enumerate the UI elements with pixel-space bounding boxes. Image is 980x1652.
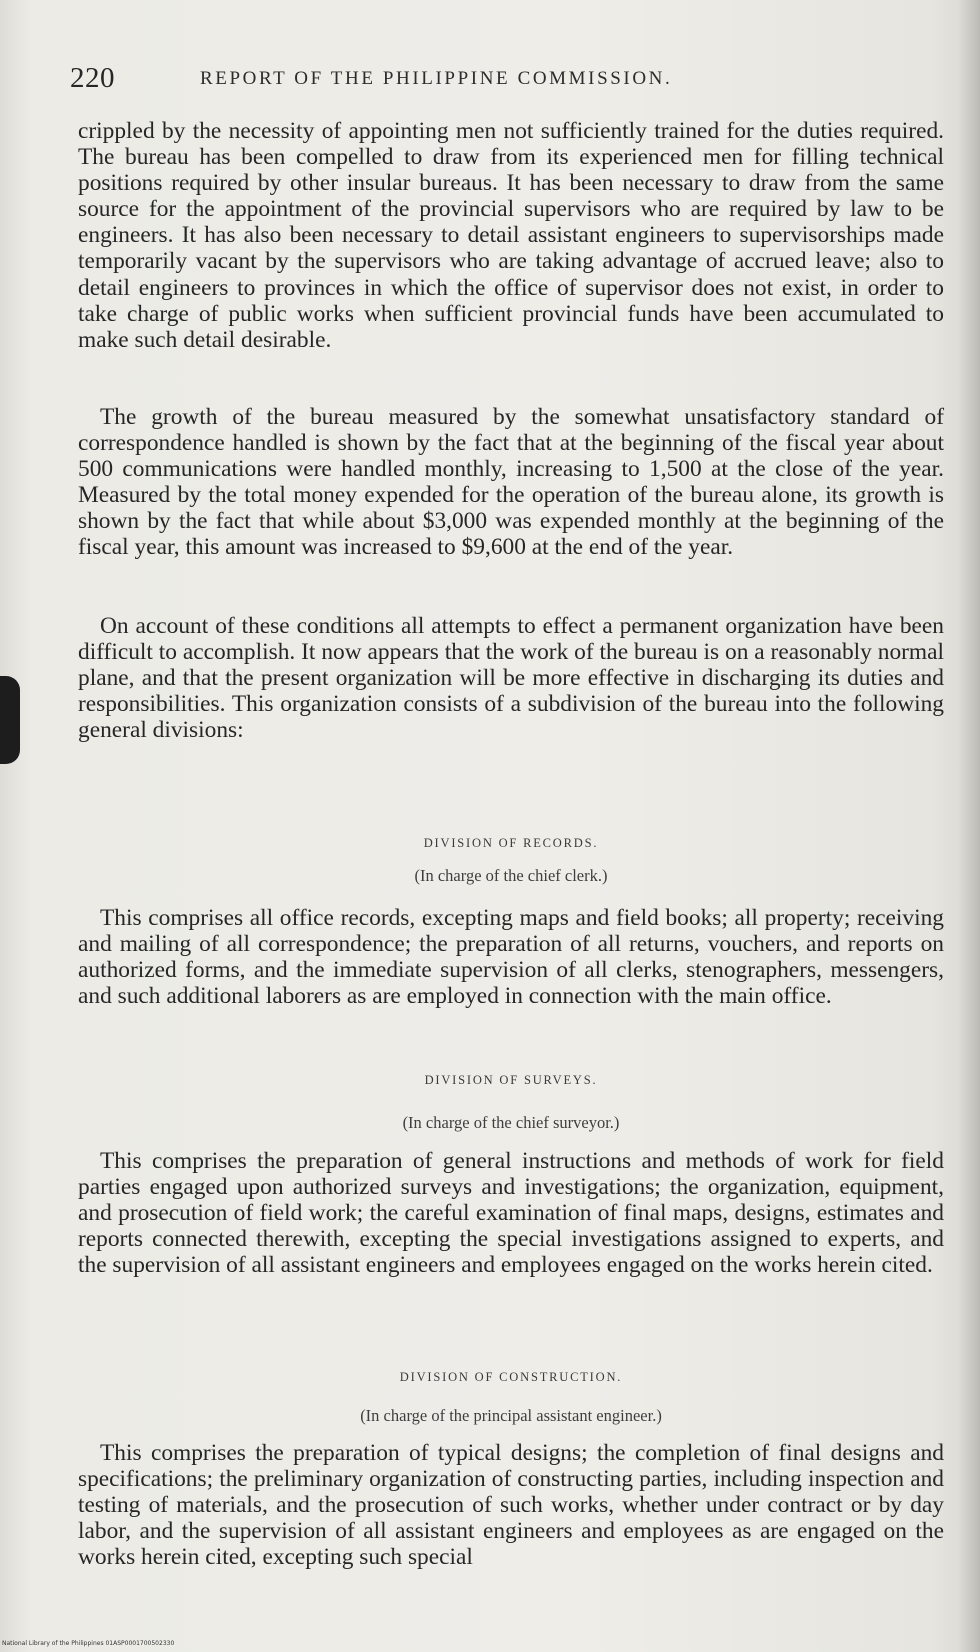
running-title: REPORT OF THE PHILIPPINE COMMISSION. xyxy=(200,68,673,89)
division-surveys-charge: (In charge of the chief surveyor.) xyxy=(402,1113,620,1132)
paragraph-growth: The growth of the bureau measured by the somewhat unsatisfactory standard of correspondence handled is shown by the fact that at the beginning of the fiscal year about 500 communications were handled monthly, increasing to 1,500 at the close of the year. Measured by the total money expended for the operation of the bureau alone, its growth is shown by the fact that while about $3,000 was expended monthly at the beginning of the fiscal year, this amount was increased to $9,600 at the end of the year. xyxy=(78,404,944,561)
page-number: 220 xyxy=(70,62,115,94)
division-construction-charge: (In charge of the principal assistant engineer.) xyxy=(360,1406,662,1425)
division-records-charge: (In charge of the chief clerk.) xyxy=(414,866,608,885)
library-footer-stamp: National Library of the Philippines 01ASP0001700502330 xyxy=(2,1640,175,1647)
division-records-title: DIVISION OF RECORDS. xyxy=(423,836,599,850)
page-edge-shadow xyxy=(958,0,980,1652)
division-construction-title: DIVISION OF CONSTRUCTION. xyxy=(399,1370,623,1384)
paragraph-organization: On account of these conditions all attempts to effect a permanent organization have been difficult to accomplish. It now appears that the work of the bureau is on a reasonably normal plane, and that the present organization will be more effective in discharging its duties and responsibilities. This organization consists of a subdivision of the bureau into the following general divisions: xyxy=(78,613,944,744)
margin-ink-blot xyxy=(0,676,20,764)
division-surveys-text: This comprises the preparation of general instructions and methods of work for field parties engaged upon authorized surveys and investigations; the organization, equipment, and prosecution of field work; the careful examination of final maps, designs, estimates and reports connected therewith, excepting the special investigations assigned to experts, and the supervision of all assistant engineers and employees engaged on the works herein cited. xyxy=(78,1148,944,1279)
division-surveys-title: DIVISION OF SURVEYS. xyxy=(424,1073,598,1087)
division-construction-text: This comprises the preparation of typical designs; the completion of final designs and specifications; the preliminary organization of constructing parties, including inspection and testing of materials, and the prosecution of such works, whether under contract or by day labor, and the supervision of all assistant engineers and employees as are engaged on the works herein cited, excepting such special xyxy=(78,1440,944,1571)
paragraph-continuation: crippled by the necessity of appointing men not sufficiently trained for the duties required. The bureau has been compelled to draw from its experienced men for filling technical positions required by other insular bureaus. It has been necessary to draw from the same source for the appointment of the provincial supervisors who are required by law to be engineers. It has also been necessary to detail assistant engineers to supervisorships made temporarily vacant by the supervisors who are taking advantage of accrued leave; also to detail engineers to provinces in which the office of supervisor does not exist, in order to take charge of public works when sufficient provincial funds have been accumulated to make such detail desirable. xyxy=(78,118,944,353)
division-records-text: This comprises all office records, excepting maps and field books; all property; receiving and mailing of all correspondence; the preparation of all returns, vouchers, and reports on authorized forms, and the immediate supervision of all clerks, stenographers, messengers, and such additional laborers as are employed in connection with the main office. xyxy=(78,905,944,1010)
running-head xyxy=(70,62,930,102)
